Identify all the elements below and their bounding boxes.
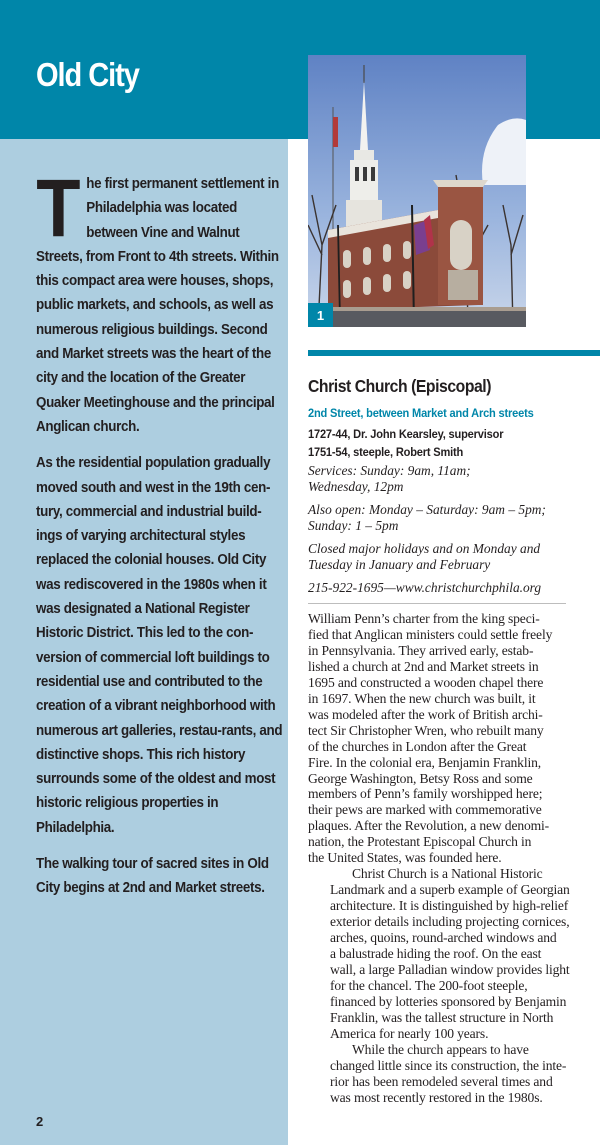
open-hours	[308, 502, 598, 534]
info-line: Closed major holidays and on Monday and	[308, 541, 541, 556]
description-line: changed little since its construction, the inte-	[330, 1057, 567, 1073]
description-line: a balustrade hiding the roof. On the east	[330, 946, 542, 962]
description-paragraph	[308, 866, 568, 1041]
services-hours	[308, 463, 598, 495]
description-line: fied that Anglican ministers could settle freely	[308, 626, 553, 642]
intro-paragraph-text: he first permanent settlement in Philadelphia was located between Vine and Walnut Streets, from Front to 4th streets. Within this compact area were houses, shops, public markets, and schools, as well as numerous religious buildings. Second and Market streets was the heart of the city and the location of the Greater Quaker Meetinghouse and the principal Anglican church.	[36, 176, 279, 435]
description-paragraph	[308, 1042, 568, 1106]
description-line: While the church appears to have	[352, 1041, 529, 1057]
site-info	[308, 463, 598, 596]
church-photo-icon	[308, 55, 526, 327]
church-photo	[308, 55, 526, 327]
drop-cap: T	[36, 163, 81, 254]
description-line: members of Penn’s family worshipped here;	[308, 786, 543, 802]
description-line: 1695 and constructed a wooden chapel there	[308, 674, 544, 690]
info-line: Sunday: 1 – 5pm	[308, 518, 399, 533]
page-title: Old City	[36, 56, 139, 93]
description-line: of the churches in London after the Great	[308, 738, 527, 754]
description-line: their pews are marked with commemorative	[308, 802, 542, 818]
site-name: Christ Church (Episcopal)	[308, 376, 492, 396]
description-line: Christ Church is a National Historic	[352, 866, 543, 882]
intro-paragraph: As the residential population gradually moved south and west in the 19th cen-tury, commercial and industrial build-ings of varying architectural styles replaced the colonial houses. Old City was rediscovered in the 1980s when it was designated a National Register Historic District. This led to the con-version of commercial loft buildings to residential use and contributed to the creation of a vibrant neighborhood with numerous art galleries, restau-rants, and distinctive shops. This rich history surrounds some of the oldest and most historic religious properties in Philadelphia.	[36, 455, 283, 836]
description-line: rior has been remodeled several times and	[330, 1073, 553, 1089]
description-paragraph	[308, 611, 568, 866]
closed-notice	[308, 541, 598, 573]
description-line: wall, a large Palladian window provides light	[330, 961, 570, 977]
page-number: 2	[36, 1114, 44, 1129]
description-line: in 1697. When the new church was built, it	[308, 690, 536, 706]
site-address: 2nd Street, between Market and Arch streets	[308, 406, 534, 420]
description-line: architecture. It is distinguished by high-relief	[330, 898, 569, 914]
description-line: William Penn’s charter from the king speci-	[308, 611, 540, 626]
phone-website: 215-922-1695—www.christchurchphila.org	[308, 580, 542, 595]
description-line: arches, quoins, round-arched windows and	[330, 930, 557, 946]
description-line: exterior details including projecting cornices,	[330, 914, 570, 930]
description-line: America for nearly 100 years.	[330, 1025, 489, 1041]
info-line: Services: Sunday: 9am, 11am;	[308, 463, 471, 478]
credit-line: 1727-44, Dr. John Kearsley, supervisor	[308, 427, 504, 441]
intro-paragraph: The walking tour of sacred sites in Old City begins at 2nd and Market streets.	[36, 856, 269, 897]
site-description	[308, 611, 568, 1106]
description-line: was most recently restored in the 1980s.	[330, 1089, 543, 1105]
description-line: for the chancel. The 200-foot steeple,	[330, 977, 528, 993]
description-line: Fire. In the colonial era, Benjamin Franklin,	[308, 754, 541, 770]
info-line: Wednesday, 12pm	[308, 479, 404, 494]
description-line: tect Sir Christopher Wren, who rebuilt many	[308, 722, 544, 738]
description-line: George Washington, Betsy Ross and some	[308, 770, 533, 786]
info-line: Tuesday in January and February	[308, 557, 491, 572]
description-line: Franklin, was the tallest structure in North	[330, 1009, 554, 1025]
intro-text	[36, 163, 286, 913]
description-line: was modeled after the work of British archi-	[308, 706, 543, 722]
section-rule	[308, 350, 600, 356]
site-credits	[308, 426, 569, 461]
description-line: in Pennsylvania. They arrived early, estab-	[308, 642, 534, 658]
description-line: Landmark and a superb example of Georgian	[330, 882, 570, 898]
description-line: plaques. After the Revolution, a new denomi-	[308, 818, 550, 834]
contact-line	[308, 580, 598, 596]
description-line: the United States, was founded here.	[308, 850, 502, 866]
divider	[308, 603, 566, 604]
site-number-badge: 1	[308, 303, 333, 327]
description-line: financed by lotteries sponsored by Benjamin	[330, 993, 567, 1009]
credit-line: 1751-54, steeple, Robert Smith	[308, 444, 464, 459]
description-line: lished a church at 2nd and Market streets in	[308, 658, 539, 674]
site-details	[308, 376, 598, 603]
description-line: nation, the Protestant Episcopal Church in	[308, 834, 532, 850]
intro-paragraph	[36, 163, 283, 439]
info-line: Also open: Monday – Saturday: 9am – 5pm;	[308, 502, 546, 517]
